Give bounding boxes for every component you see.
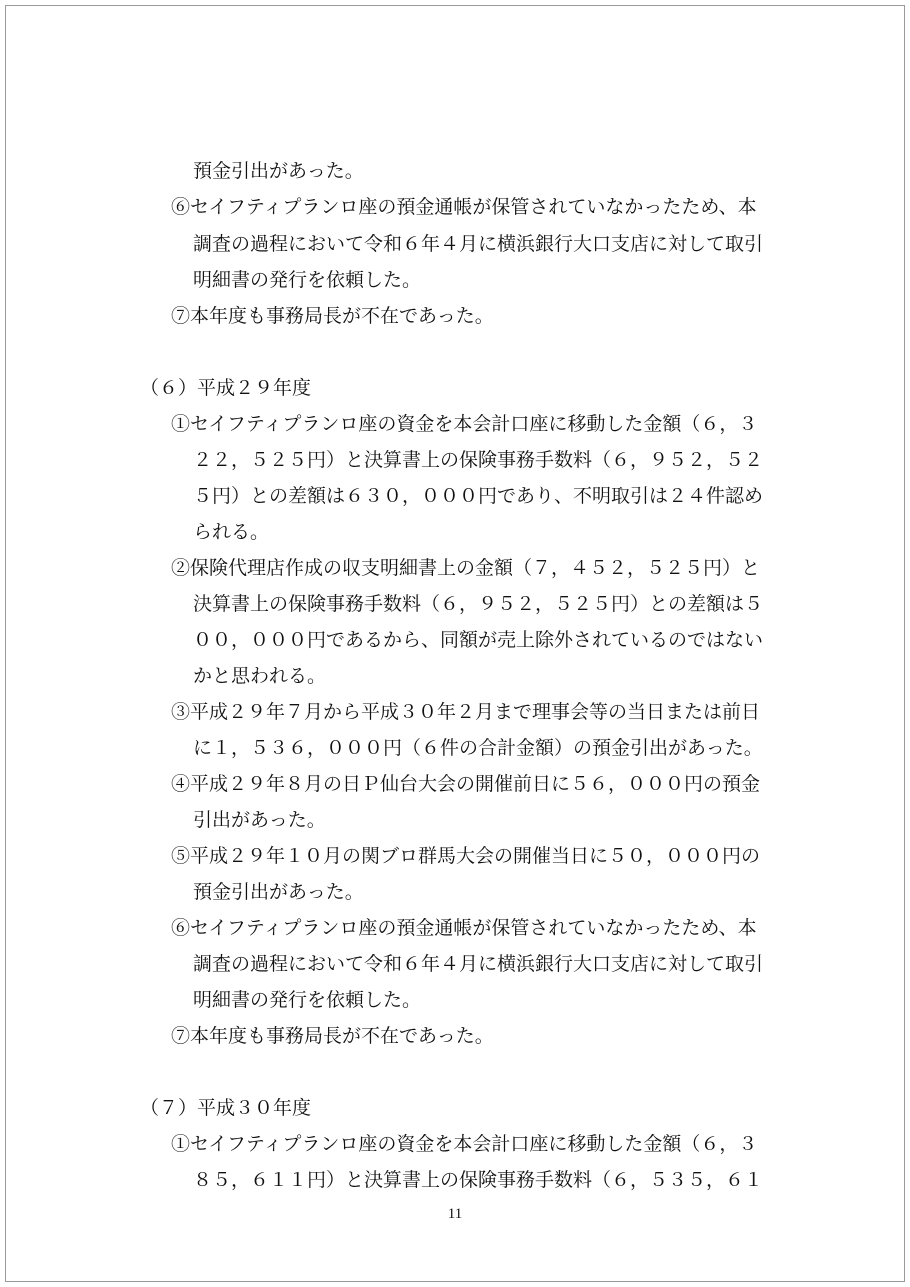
text-line: ２２，５２５円）と決算書上の保険事務手数料（６，９５２，５２ [193,449,764,471]
list-item: ④平成２９年８月の日Ｐ仙台大会の開催前日に５６，０００円の預金 [171,773,761,795]
list-item: ③平成２９年７月から平成３０年２月まで理事会等の当日または前日 [171,701,761,723]
text-line: ５円）との差額は６３０，０００円であり、不明取引は２４件認め [193,485,764,507]
text-line: ００，０００円であるから、同額が売上除外されているのではない [193,629,764,651]
list-item: ①セイフティプランロ座の資金を本会計口座に移動した金額（６，３ [171,1133,758,1155]
section-heading: （７）平成３０年度 [140,1097,312,1119]
text-line: 預金引出があった。 [193,160,364,182]
section-heading: （６）平成２９年度 [140,377,312,399]
list-item: ②保険代理店作成の収支明細書上の金額（７，４５２，５２５円）と [171,557,761,579]
text-line: 調査の過程において令和６年４月に横浜銀行大口支店に対して取引 [193,953,764,975]
text-line: 決算書上の保険事務手数料（６，９５２，５２５円）との差額は５ [193,593,764,615]
list-item: ⑦本年度も事務局長が不在であった。 [171,1025,494,1047]
text-line: 預金引出があった。 [193,881,364,903]
text-line: ８５，６１１円）と決算書上の保険事務手数料（６，５３５，６１ [193,1169,764,1191]
text-line: 明細書の発行を依頼した。 [193,269,422,291]
list-item: ①セイフティプランロ座の資金を本会計口座に移動した金額（６，３ [171,413,758,435]
text-line: に１，５３６，０００円（６件の合計金額）の預金引出があった。 [193,737,763,759]
text-line: 引出があった。 [193,809,326,831]
list-item: ⑤平成２９年１０月の関ブロ群馬大会の開催当日に５０，０００円の [171,845,761,867]
list-item: ⑥セイフティプランロ座の預金通帳が保管されていなかったため、本 [171,917,757,939]
page-number: 11 [447,1206,463,1222]
text-line: 調査の過程において令和６年４月に横浜銀行大口支店に対して取引 [193,233,764,255]
text-line: 明細書の発行を依頼した。 [193,989,422,1011]
list-item: ⑥セイフティプランロ座の預金通帳が保管されていなかったため、本 [171,196,757,218]
text-line: かと思われる。 [193,665,327,687]
text-line: られる。 [193,521,270,543]
list-item: ⑦本年度も事務局長が不在であった。 [171,305,494,327]
